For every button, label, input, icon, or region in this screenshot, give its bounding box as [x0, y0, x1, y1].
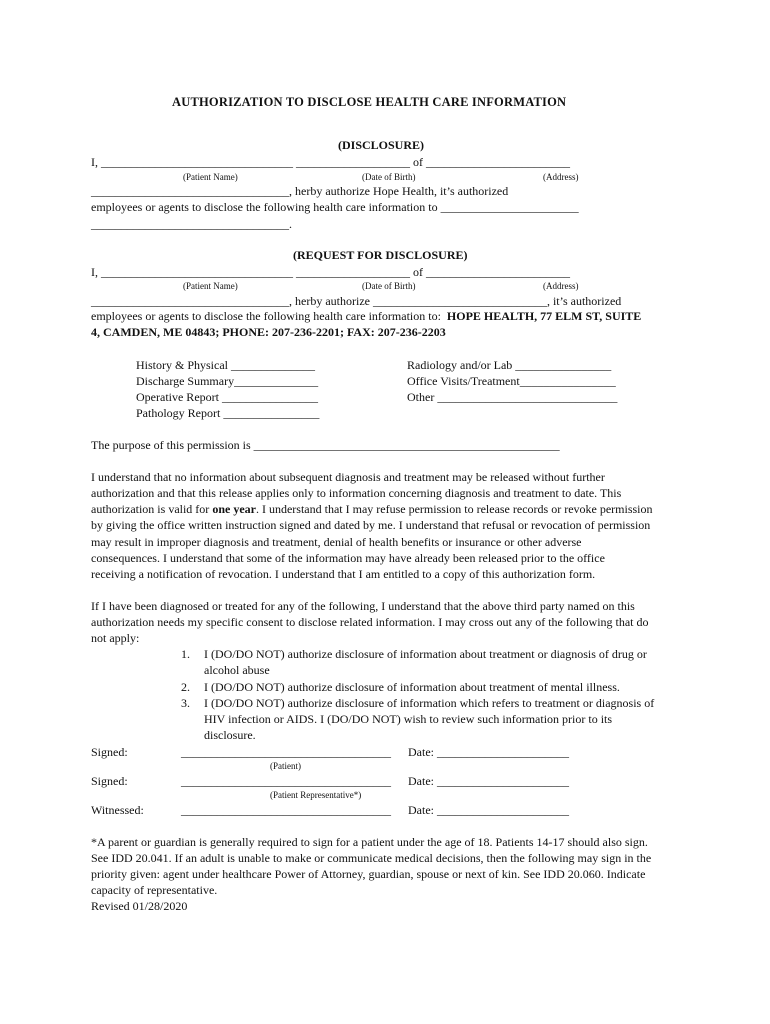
representative-signature-line[interactable]: ___________________________________: [181, 774, 391, 788]
consent-item-number: 3.: [181, 696, 190, 710]
diagnosed-line-3: not apply:: [91, 631, 140, 645]
record-other[interactable]: Other ______________________________: [407, 390, 618, 404]
request-line-3: [91, 308, 641, 324]
witness-date-field[interactable]: Date: ______________________: [408, 803, 569, 817]
request-label-dob: (Date of Birth): [362, 281, 416, 291]
understand-line-1: I understand that no information about subsequent diagnosis and treatment may be released without further: [91, 470, 605, 484]
consent-item-hiv-aids-cont-1[interactable]: HIV infection or AIDS. I (DO/DO NOT) wish to review such information prior to its: [204, 712, 613, 726]
hope-health-address-part-1: HOPE HEALTH, 77 ELM ST, SUITE: [446, 309, 642, 323]
request-label-address: (Address): [543, 281, 579, 291]
diagnosed-line-2: authorization needs my specific consent to disclose related information. I may cross out any of the following that do: [91, 615, 649, 629]
witness-label: Witnessed:: [91, 803, 144, 817]
understand-line-4: by giving the office written instruction signed and dated by me. I understand that refusal or revocation of permission: [91, 518, 651, 532]
disclosure-line-1[interactable]: I, ________________________________ ___________________ of ________________________: [91, 155, 570, 169]
disclosure-line-2[interactable]: _________________________________, herby authorize Hope Health, it’s authorized: [91, 184, 509, 198]
consent-item-hiv-aids[interactable]: I (DO/DO NOT) authorize disclosure of information which refers to treatment or diagnosis of: [204, 696, 655, 710]
purpose-line[interactable]: The purpose of this permission is ___________________________________________________: [91, 438, 560, 452]
disclosure-line-4[interactable]: _________________________________.: [91, 217, 292, 231]
request-line-3-text: employees or agents to disclose the following health care information to:: [91, 309, 441, 323]
record-radiology-lab[interactable]: Radiology and/or Lab ________________: [407, 358, 612, 372]
valid-duration: one year: [212, 502, 256, 516]
revision-date: Revised 01/28/2020: [91, 899, 188, 913]
disclosure-label-address: (Address): [543, 172, 579, 182]
consent-item-drug-alcohol[interactable]: I (DO/DO NOT) authorize disclosure of information about treatment or diagnosis of drug or: [204, 647, 647, 661]
diagnosed-line-1: If I have been diagnosed or treated for any of the following, I understand that the above third party named on this: [91, 599, 635, 613]
understand-line-5: may result in improper diagnosis and treatment, denial of health benefits or insurance or other adverse: [91, 535, 582, 549]
footnote-line-1: *A parent or guardian is generally required to sign for a patient under the age of 18. Patients 14-17 should also sign.: [91, 835, 648, 849]
understand-line-3-a: authorization is valid for: [91, 502, 213, 516]
request-heading: (REQUEST FOR DISCLOSURE): [293, 248, 468, 262]
consent-item-mental-illness[interactable]: I (DO/DO NOT) authorize disclosure of information about treatment of mental illness.: [204, 680, 620, 694]
record-discharge-summary[interactable]: Discharge Summary______________: [136, 374, 319, 388]
witness-signature-line[interactable]: ___________________________________: [181, 803, 391, 817]
consent-item-drug-alcohol-cont: alcohol abuse: [204, 663, 270, 677]
request-label-patient-name: (Patient Name): [183, 281, 238, 291]
record-operative-report[interactable]: Operative Report ________________: [136, 390, 318, 404]
signature-label: Signed:: [91, 745, 128, 759]
patient-signature-line[interactable]: ___________________________________: [181, 745, 391, 759]
footnote-line-2: See IDD 20.041. If an adult is unable to make or communicate medical decisions, then the following may sign in the: [91, 851, 652, 865]
understand-line-3: [91, 501, 653, 517]
hope-health-address-part-2: 4, CAMDEN, ME 04843; PHONE: 207-236-2201; FAX: 207-236-2203: [91, 325, 446, 339]
disclosure-line-3[interactable]: employees or agents to disclose the following health care information to _______________________: [91, 200, 579, 214]
understand-line-7: receiving a notification of revocation. I understand that I am entitled to a copy of this authorization form.: [91, 567, 596, 581]
document-title: AUTHORIZATION TO DISCLOSE HEALTH CARE INFORMATION: [172, 95, 567, 109]
consent-item-number: 2.: [181, 680, 190, 694]
disclosure-label-dob: (Date of Birth): [362, 172, 416, 182]
record-office-visits[interactable]: Office Visits/Treatment________________: [407, 374, 616, 388]
representative-signature-caption: (Patient Representative*): [270, 790, 362, 800]
understand-line-2: authorization and that this release applies only to information concerning diagnosis and treatment to date. This: [91, 486, 622, 500]
request-line-1[interactable]: I, ________________________________ ___________________ of ________________________: [91, 265, 570, 279]
footnote-line-3: priority given: agent under healthcare Power of Attorney, guardian, spouse or next of kin. See IDD 20.060. Indicate: [91, 867, 646, 881]
footnote-line-4: capacity of representative.: [91, 883, 218, 897]
record-history-physical[interactable]: History & Physical ______________: [136, 358, 315, 372]
representative-date-field[interactable]: Date: ______________________: [408, 774, 569, 788]
understand-line-6: consequences. I understand that some of the information may have already been released prior to the office: [91, 551, 605, 565]
patient-date-field[interactable]: Date: ______________________: [408, 745, 569, 759]
disclosure-label-patient-name: (Patient Name): [183, 172, 238, 182]
patient-signature-caption: (Patient): [270, 761, 301, 771]
request-line-2[interactable]: _________________________________, herby authorize _____________________________, it’s authorized: [91, 294, 622, 308]
consent-item-number: 1.: [181, 647, 190, 661]
record-pathology-report[interactable]: Pathology Report ________________: [136, 406, 320, 420]
understand-line-3-b: . I understand that I may refuse permission to release records or revoke permission: [255, 502, 653, 516]
consent-item-hiv-aids-cont-2: disclosure.: [204, 728, 256, 742]
signature-label: Signed:: [91, 774, 128, 788]
disclosure-heading: (DISCLOSURE): [338, 138, 425, 152]
